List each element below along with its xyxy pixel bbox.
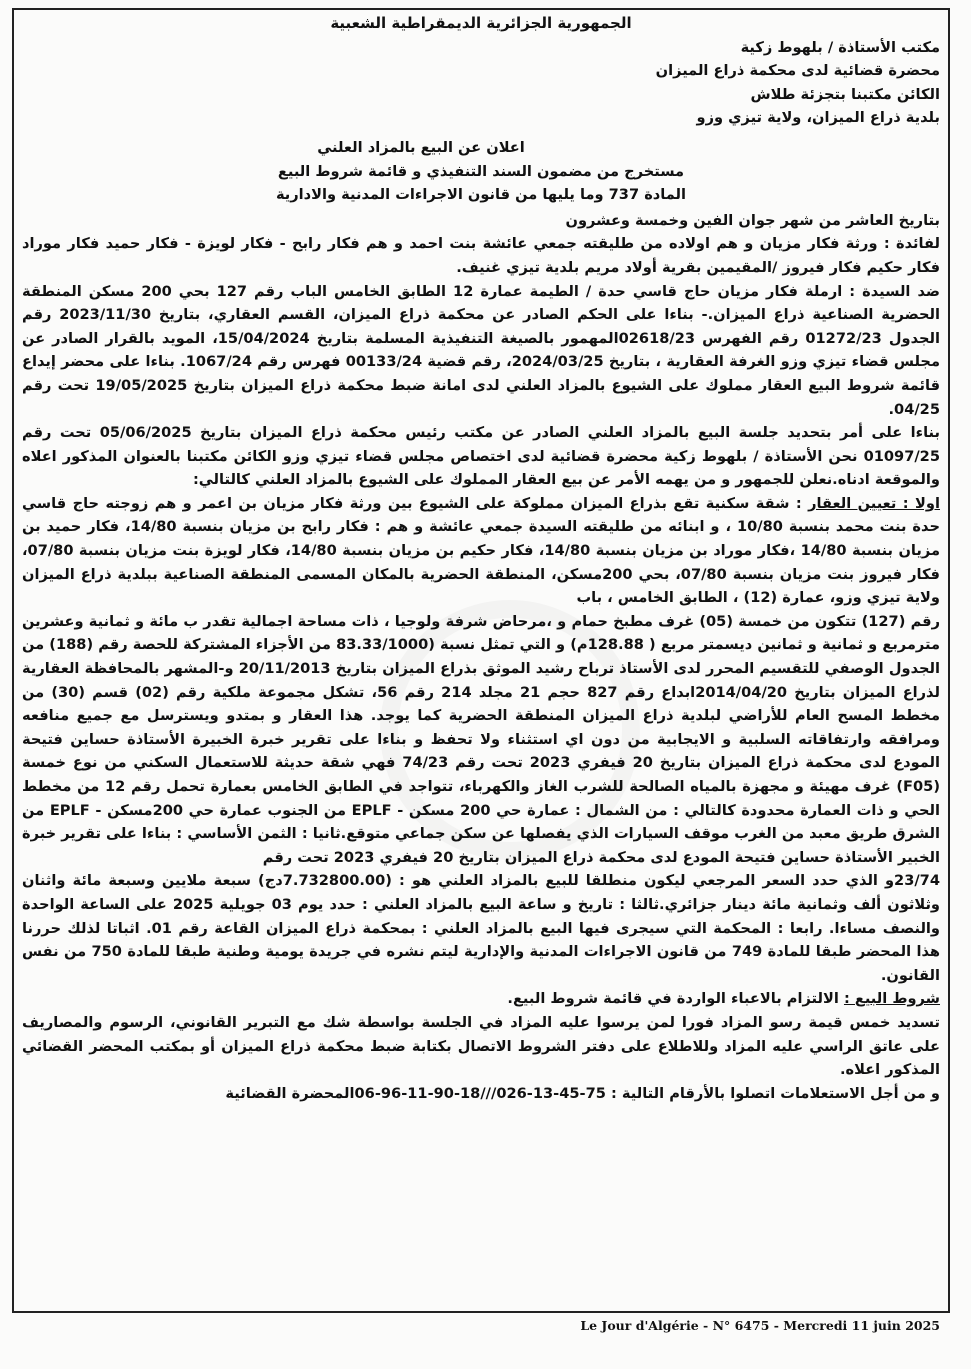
office-line: الكائن مكتبنا بتجزئة طلاش [750, 85, 940, 103]
date-line: بتاريخ العاشر من شهر جوان الفين وخمسة وعشرون [565, 211, 940, 229]
designation-label: اولا : تعيين العقار [808, 494, 940, 512]
office-line: مكتب الأستاذة / بلهوط زكية [740, 38, 940, 56]
designation-paragraph [22, 492, 940, 610]
notice-heading [22, 136, 940, 207]
contact-paragraph: و من أجل الاستعلامات اتصلوا بالأرقام التالية : 75-45-13-026///18-90-11-96-06المحضرة القضائية [225, 1084, 940, 1102]
order-paragraph: بناءا على أمر بتحديد جلسة البيع بالمزاد العلني الصادر عن مكتب رئيس محكمة ذراع الميزان بتاريخ 05/06/2025 تحت رقم 01097/25 نحن الأستاذة / بلهوط زكية محضرة قضائية لدى اختصاص مجلس قضاء تيزي وزو الكائن مكتبنا بالعنوان المذكور اعلاه والموقعة ادناه.نعلن للجمهور و من يهمه الأمر عن بيع العقار المملوك على الشيوع بالمزاد العلني كالتالي: [22, 424, 940, 489]
office-line: محضرة قضائية لدى محكمة ذراع الميزان [655, 62, 940, 80]
payment-paragraph: تسديد خمس قيمة رسو المزاد فورا لمن يرسوا عليه المزاد في الجلسة بواسطة شك مع التبرير القانوني، الرسوم والمصاريف على عاتق الراسي عليه المزاد وللاطلاع على دفتر الشروط الاتصال بكتابة ضبط محكمة ذراع الميزان أو بمكتب المحضر القضائي المذكور اعلاه. [22, 1013, 940, 1079]
notice-subtitle: مستخرج من مضمون السند التنفيذي و قائمة شروط البيع [277, 162, 685, 180]
notice-subtitle: المادة 737 وما يليها من قانون الاجراءات المدنية والادارية [275, 186, 687, 204]
conditions-text: الالتزام بالاعباء الواردة في قائمة شروط البيع. [507, 990, 839, 1008]
beneficiaries-paragraph: لفائدة : ورثة فكار مزيان و هم اولاده من طليقته جمعي عائشة بنت احمد و هم فكار رابح - فكار لويزة - فكار حميد فكار موراد فكار حكيم فكار فيروز /المقيمين بقرية أولاد مريم بلدية تيزي غنيف. [22, 235, 940, 276]
notice-content [22, 12, 940, 1312]
apartment-paragraph: رقم (127) تتكون من خمسة (05) غرف مطبخ حمام و ،مرحاض شرفة ولوجيا ، ذات مساحة اجمالية تقدر ب مائة و ثمانية وعشرين مترمربع و ثمانية و ثمانين ديسمتر مربع ( 128.88م) و التي تمثل نسبة (83.33/1000 من الأجزاء المشتركة للحصة رقم (188) من الجدول الوصفي للتقسيم المحرر لدى الأستاذ ترباح رشيد الموثق بذراع الميزان بتاريخ 20/11/2013 و-المشهر بالمحافظة العقارية لذراع الميزان بتاريخ 2014/04/20ابداع رقم 827 حجم 21 مجلد 214 رقم 56، تشكل مجموعة ملكية رقم (02) قسم (30) من مخطط المسح العام للأراضي لبلدية ذراع الميزان المنطقة الحضرية كما يوجد. هذا العقار و بمتدو ويسترسل مع جميع منافعه ومرافقه وارتفاقاته السلبية و الايجابية من دون اي استثناء ولا تحفظ و بناءا على تقرير خبرة الخبيرة الأستاذة حساين فتيحة المودع لدى محكمة ذراع الميزان بتاريخ 20 فيفري 2023 تحت رقم 74/23 فهي شقة حديثة للاستعمال السكني من نوع خمسة (F05) غرف مهيئة و مجهزة بالمياه الصالحة للشرب الغاز والكهرباء، تتواجد في الطابق الخامس بعمارة تحمل رقم 12 من مخطط الحي و ذات العمارة محدودة كالتالي : من الشمال : عمارة حي 200 مسكن - EPLF من الجنوب عمارة حي 200مسكن - EPLF من الشرق طريق معبد من الغرب موقف السيارات الذي يفصلها عن سكن جماعي متوقع.ثانيا : الثمن الأساسي : بناءا على تقرير خبرة الخبير الأستاذة حساين فتيحة المودع لدى محكمة ذراع الميزان بتاريخ 20 فيفري 2023 تحت رقم [22, 612, 940, 866]
office-line: بلدية ذراع الميزان، ولاية تيزي وزو [696, 109, 940, 127]
sender-block [22, 36, 940, 130]
republic-title: الجمهورية الجزائرية الديمقراطية الشعبية [330, 14, 632, 32]
against-paragraph: ضد السيدة : ارملة فكار مزيان حاج قاسي حدة / الطيمة عمارة 12 الطابق الخامس الباب رقم 127 بحي 200 مسكن المنطقة الحضرية الصناعية ذراع الميزان.- بناءا على الحكم الصادر عن محكمة ذراع الميزان، القسم العقاري، بتاريخ 2023/11/30 رقم الجدول 01272/23 رقم الفهرس 02618/23المهمور بالصيغة التنفيذية المسلمة بتاريخ 15/04/2024، المويد بالقرار الصادر عن مجلس قضاء تيزي وزو الغرفة العقارية ، بتاريخ 2024/03/25، رقم قضية 00133/24 فهرس رقم 1067/24. بناءا على محضر إيداع قائمة شروط البيع العقار مملوك على الشيوع بالمزاد العلني لدى امانة ضبط محكمة ذراع الميزان بتاريخ 19/05/2025 تحت رقم 04/25. [22, 282, 940, 418]
conditions-paragraph [22, 987, 940, 1011]
publication-footer: Le Jour d'Algérie - N° 6475 - Mercredi 11 juin 2025 [580, 1318, 940, 1333]
notice-title: اعلان عن البيع بالمزاد العلني [317, 138, 525, 156]
designation-text: : شقة سكنية تقع بذراع الميزان مملوكة على الشيوع بين ورثة فكار مزيان بن اعمر و هم زوجته حاج قاسي حدة بنت محمد بنسبة 10/80 ، و ابنائه من طليقته السيدة جمعي عائشة و هم : فكار رابح بن مزيان بنسبة 14/80، فكار حميد بن مزيان بنسبة 14/80 ،فكار موراد بن مزيان بنسبة 14/80، فكار حكيم بن مزيان بنسبة 14/80، فكار لويزة بنت مزيان بنسبة 07/80، فكار فيروز بنت مزيان بنسبة 07/80، بحي 200مسكن، المنطقة الحضرية بالمكان المسمى المنطقة الصناعية ببلدية ذراع الميزان ولاية تيزي وزو، عمارة (12) ، الطابق الخامس ، باب [22, 494, 940, 607]
conditions-label: شروط البيع : [843, 990, 940, 1008]
price-paragraph: 23/74و الذي حدد السعر المرجعي ليكون منطلقا للبيع بالمزاد العلني هو : (7.732800.00دج) سبعة ملايين وسبعة مائة واثنان وثلاثون ألف وثمانية مائة دينار جزائري.ثالثا : تاريخ و ساعة البيع بالمزاد العلني : حدد يوم 03 جويلية 2025 على الساعة الواحدة والنصف مساءا. رابعا : المحكمة التي سيجرى فيها البيع بالمزاد العلني : بمحكمة ذراع الميزان القاعة رقم 01. اثباتا لذلك حررنا هذا المحضر طبقا للمادة 749 من قانون الاجراءات المدنية والإدارية ليتم نشره في جريدة يومية وطنية طبقا للمادة 750 من نفس القانون. [22, 872, 940, 984]
